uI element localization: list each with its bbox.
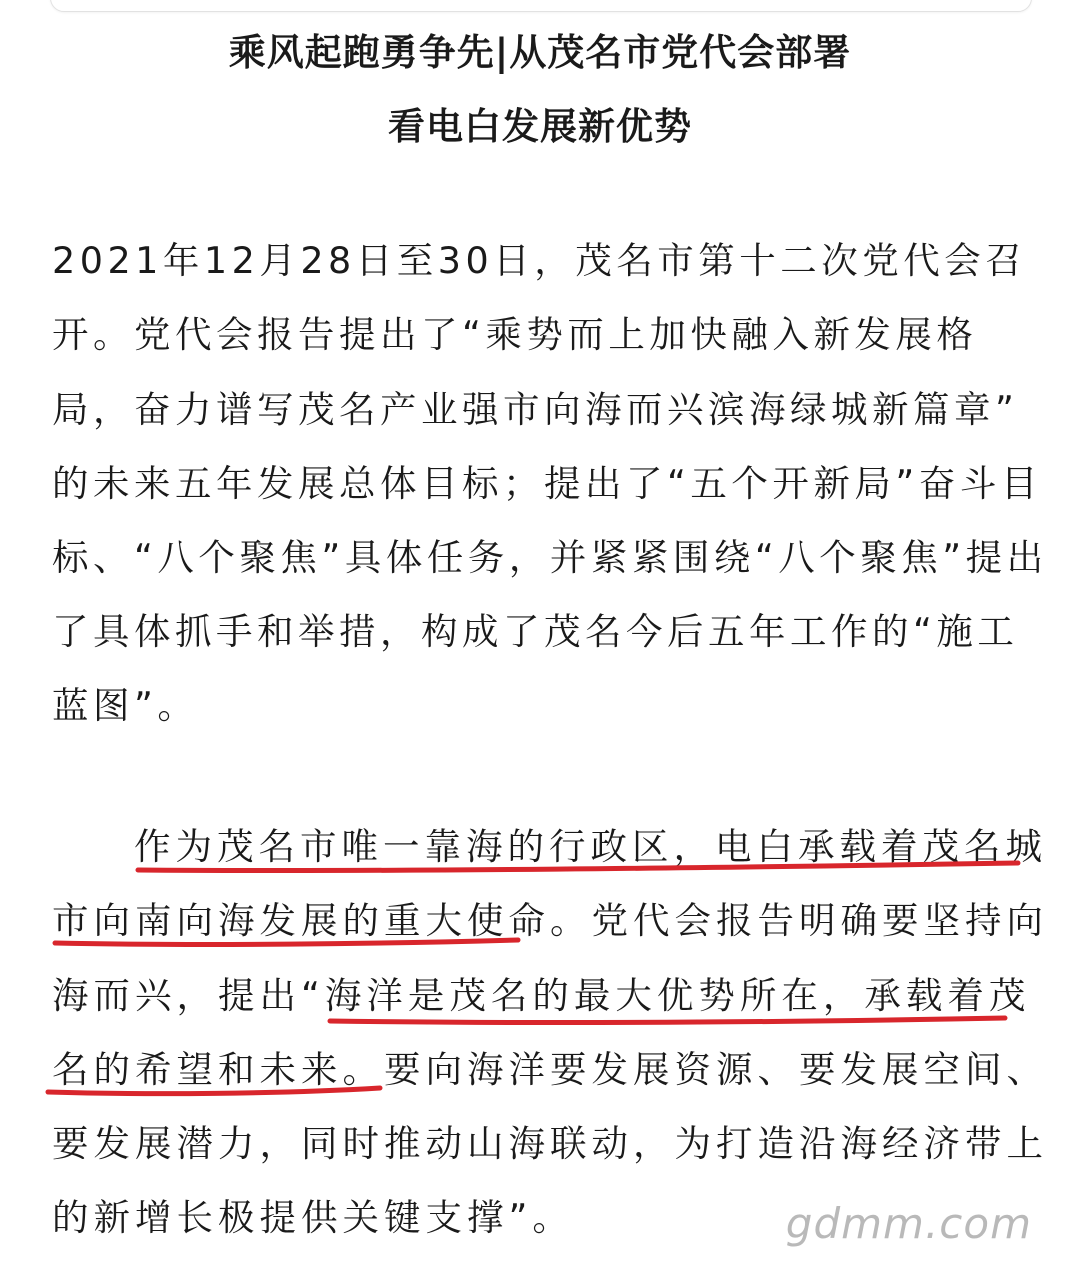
paragraph-line: 2021年12月28日至30日，茂名市第十二次党代会召	[52, 239, 1027, 282]
paragraph-line: 的新增长极提供关键支撑”。	[52, 1196, 574, 1239]
paragraph-line: 市向南向海发展的重大使命。党代会报告明确要坚持向	[52, 899, 1048, 942]
paragraph-line: 要发展潜力，同时推动山海联动，为打造沿海经济带上	[52, 1122, 1048, 1165]
watermark: gdmm.com	[785, 1199, 1032, 1248]
article-title-line-2: 看电白发展新优势	[388, 105, 692, 148]
paragraph-line: 蓝图”。	[52, 684, 199, 727]
paragraph-line: 开。党代会报告提出了“乘势而上加快融入新发展格	[52, 313, 978, 356]
article-title-line-1: 乘风起跑勇争先|从茂名市党代会部署	[228, 31, 852, 74]
paragraph-line: 海而兴，提出“海洋是茂名的最大优势所在，承载着茂	[52, 974, 1031, 1017]
paragraph-line: 局，奋力谱写茂名产业强市向海而兴滨海绿城新篇章”	[52, 388, 1019, 431]
paragraph-line: 名的希望和未来。要向海洋要发展资源、要发展空间、	[52, 1048, 1048, 1091]
paragraph-line: 作为茂名市唯一靠海的行政区，电白承载着茂名城	[134, 825, 1047, 868]
previous-card	[50, 0, 1032, 12]
paragraph-line: 的未来五年发展总体目标；提出了“五个开新局”奋斗目	[52, 462, 1042, 505]
paragraph-line: 了具体抓手和举措，构成了茂名今后五年工作的“施工	[52, 610, 1019, 653]
paragraph-line: 标、“八个聚焦”具体任务，并紧紧围绕“八个聚焦”提出	[52, 536, 1048, 579]
